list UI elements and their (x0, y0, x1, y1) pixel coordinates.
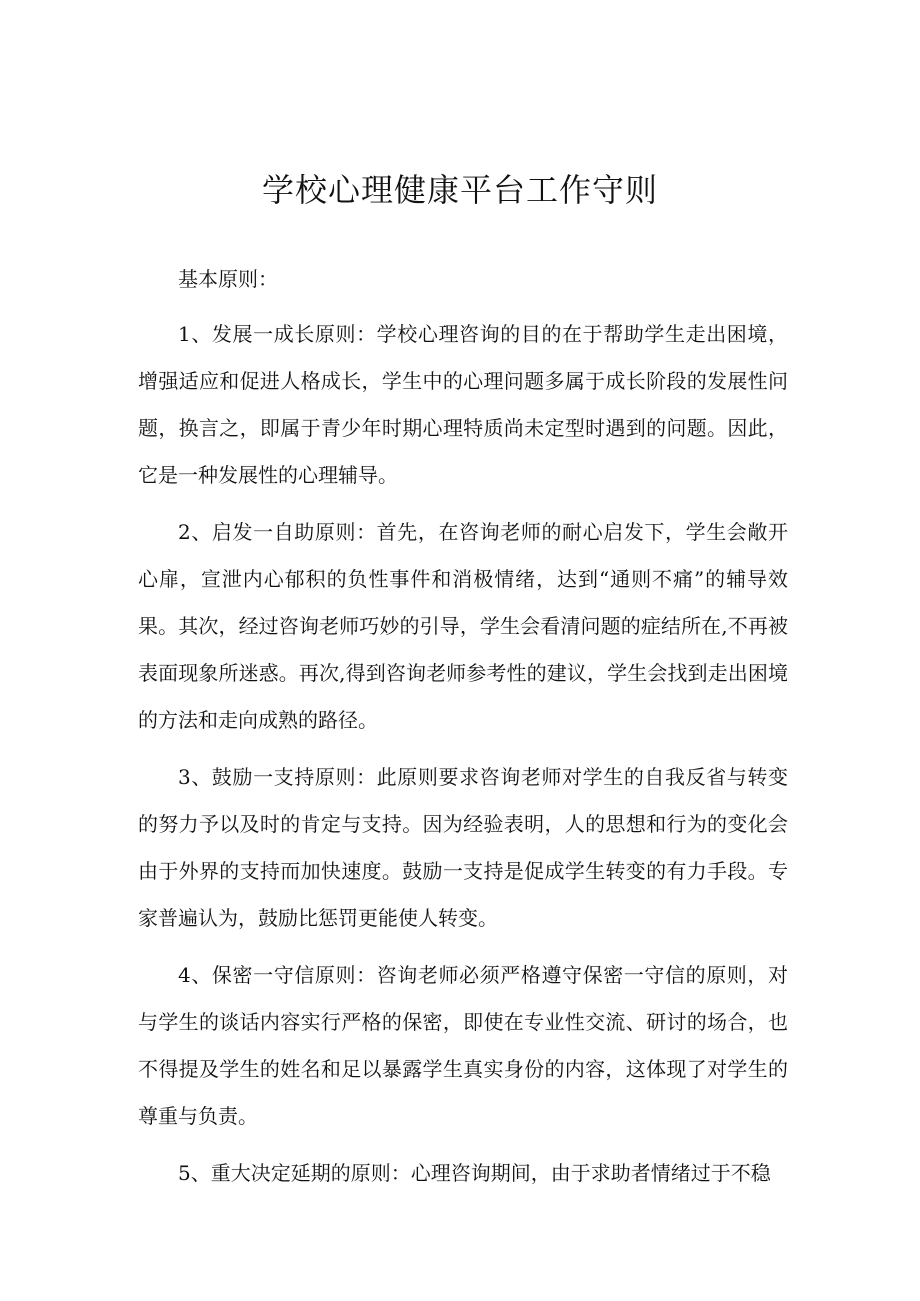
document-title: 学校心理健康平台工作守则 (261, 171, 658, 209)
principle-paragraph-2: 2、启发一自助原则：首先，在咨询老师的耐心启发下，学生会敞开心扉，宣泄内心郁积的负性事件和消极情绪，达到“通则不痛”的辅导效果。其次，经过咨询老师巧妙的引导，学生会看清问题的症结所在,不再被表面现象所迷惑。再次,得到咨询老师参考性的建议，学生会找到走出困境的方法和走向成熟的路径。 (138, 520, 788, 732)
heading-basic-principles: 基本原则： (178, 267, 278, 291)
document-body (138, 256, 788, 1207)
principle-paragraph-3: 3、鼓励一支持原则：此原则要求咨询老师对学生的自我反省与转变的努力予以及时的肯定与支持。因为经验表明，人的思想和行为的变化会由于外界的支持而加快速度。鼓励一支持是促成学生转变的有力手段。专家普遍认为，鼓励比惩罚更能使人转变。 (138, 765, 788, 930)
principle-paragraph-4: 4、保密一守信原则：咨询老师必须严格遵守保密一守信的原则，对与学生的谈话内容实行严格的保密，即使在专业性交流、研讨的场合，也不得提及学生的姓名和足以暴露学生真实身份的内容，这体现了对学生的尊重与负责。 (138, 963, 788, 1128)
principle-paragraph-5: 5、重大决定延期的原则：心理咨询期间，由于求助者情绪过于不稳 (178, 1161, 771, 1185)
principle-paragraph-1: 1、发展一成长原则：学校心理咨询的目的在于帮助学生走出困境，增强适应和促进人格成长，学生中的心理问题多属于成长阶段的发展性问题，换言之，即属于青少年时期心理特质尚未定型时遇到的问题。因此，它是一种发展性的心理辅导。 (138, 322, 788, 487)
